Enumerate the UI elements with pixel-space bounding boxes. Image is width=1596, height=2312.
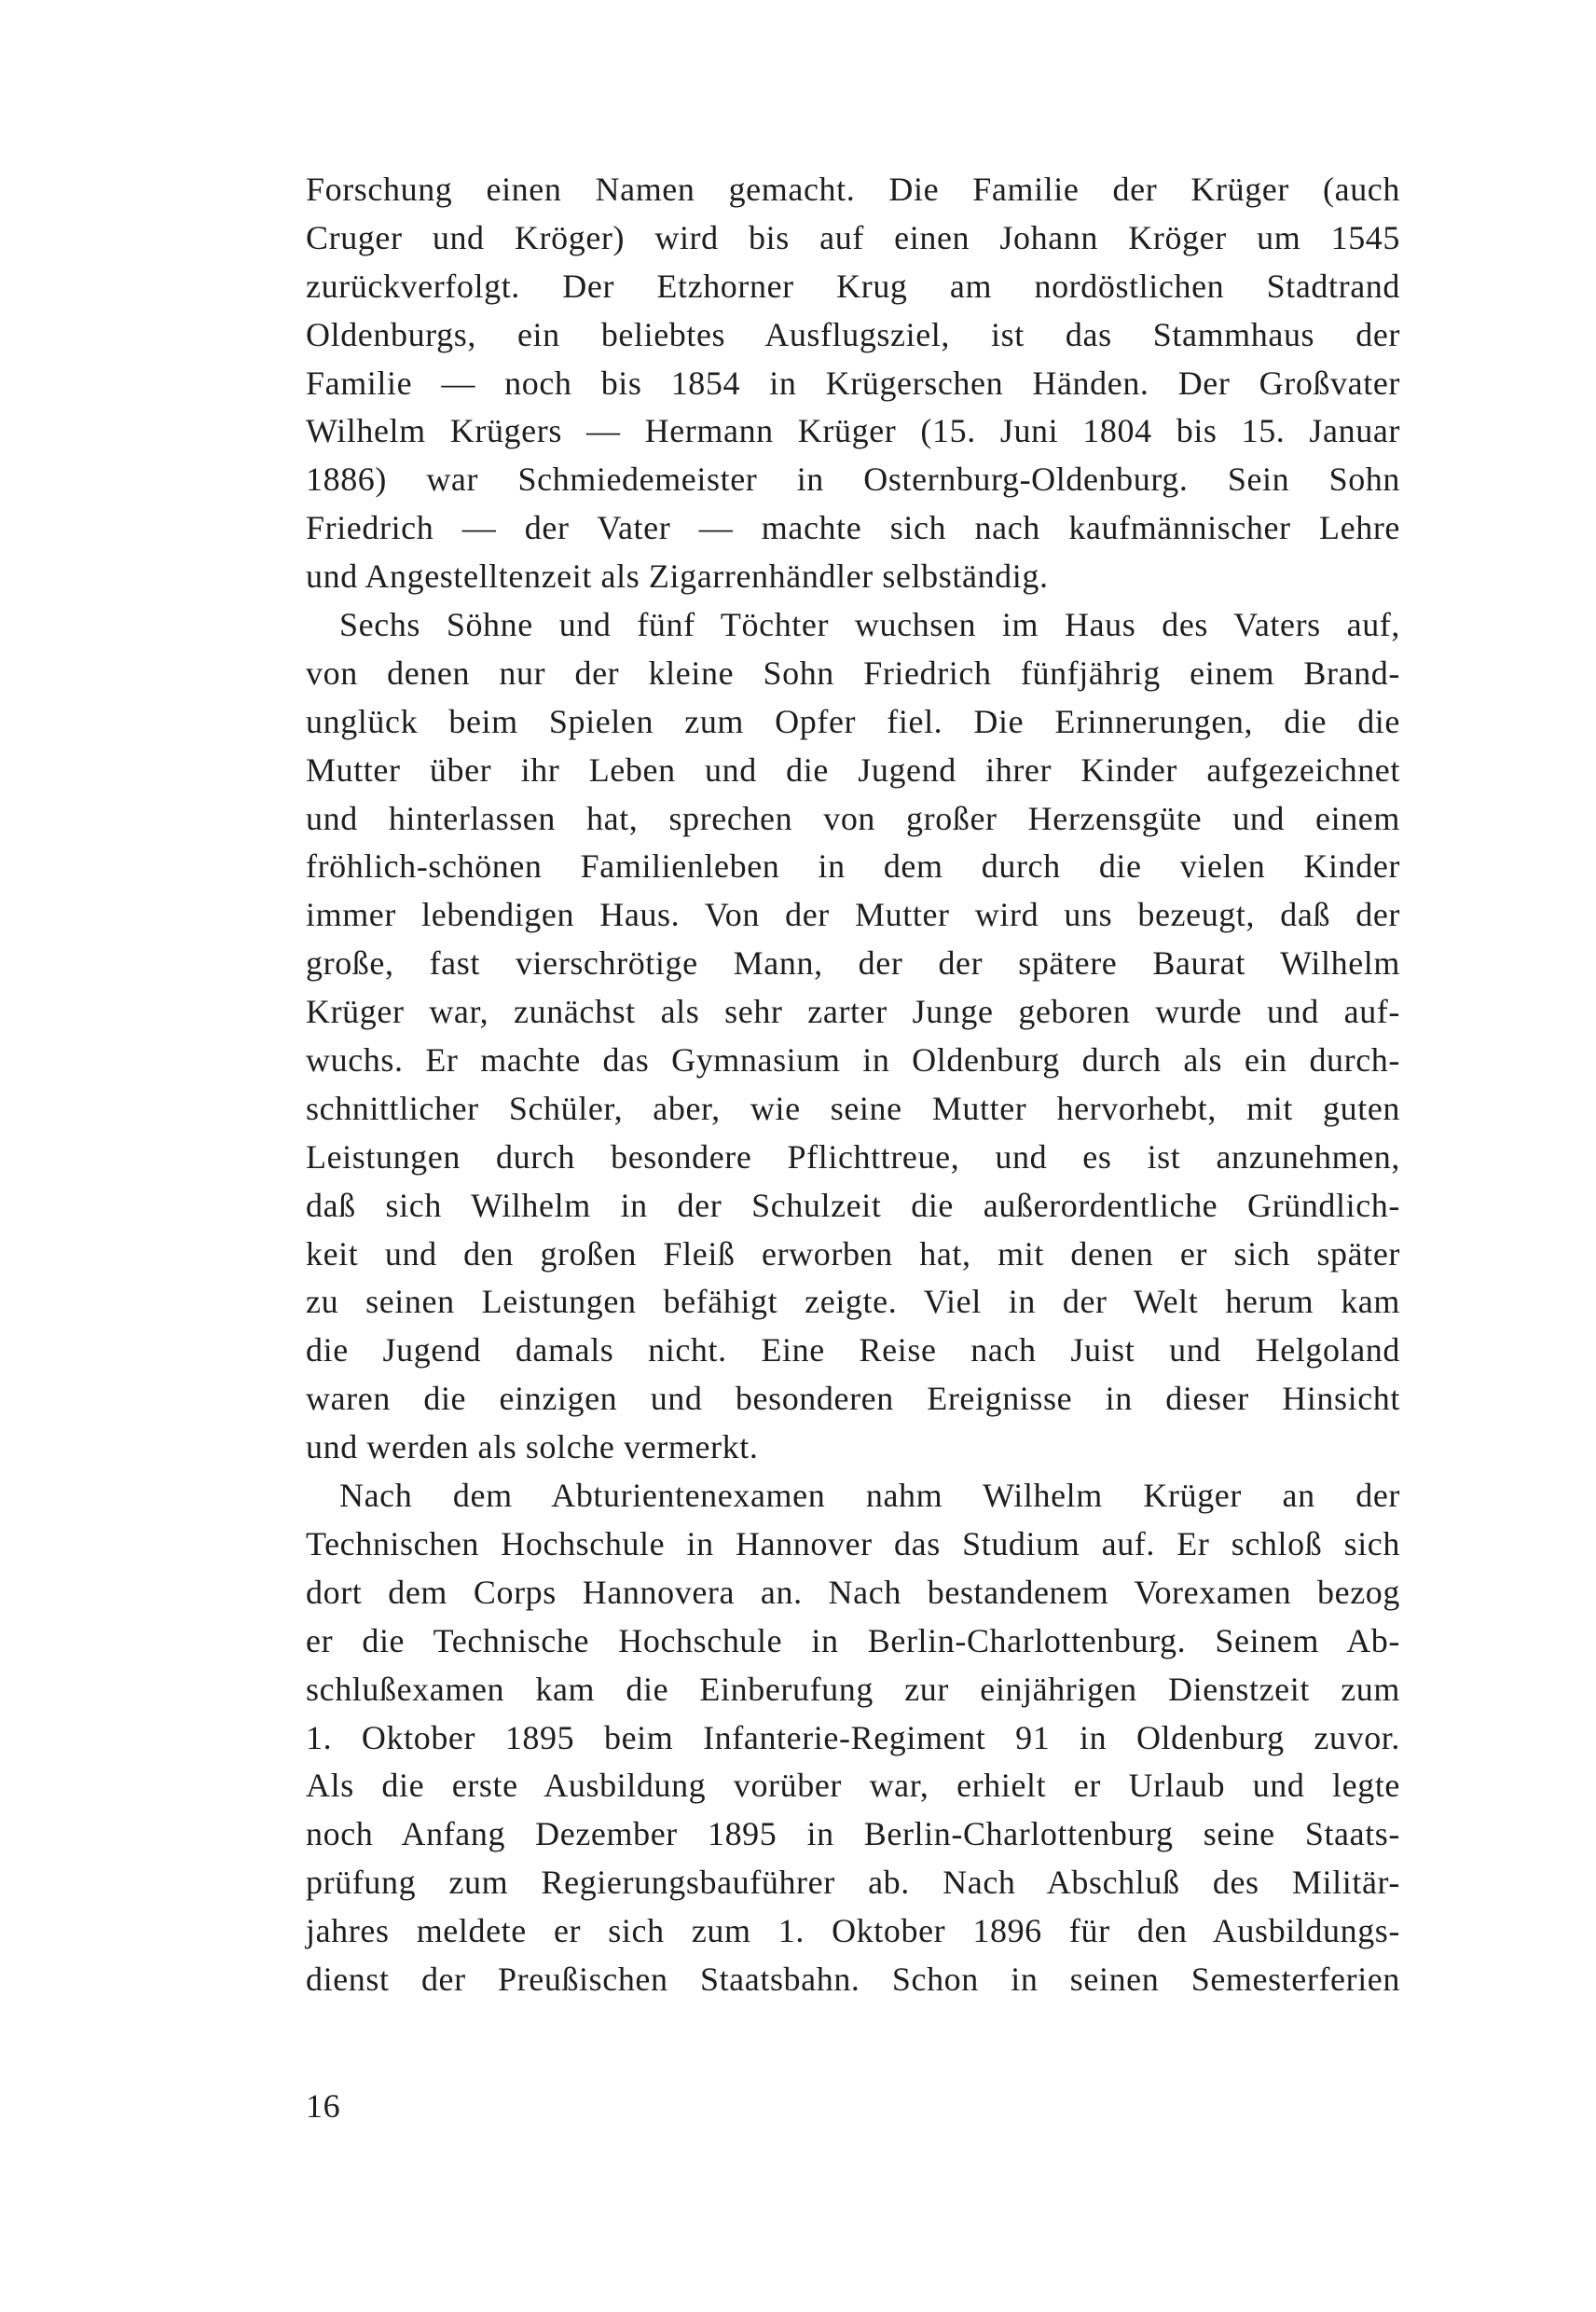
text-line: die Jugend damals nicht. Eine Reise nach Juist und Helgoland: [306, 1331, 1400, 1369]
text-line: unglück beim Spielen zum Opfer fiel. Die Erinnerungen, die die: [306, 702, 1400, 740]
page-number: 16: [306, 2087, 341, 2125]
text-line: waren die einzigen und besonderen Ereignisse in dieser Hinsicht: [306, 1380, 1400, 1418]
text-line: Leistungen durch besondere Pflichttreue, und es ist anzunehmen,: [306, 1137, 1400, 1176]
text-line: schnittlicher Schüler, aber, wie seine Mutter hervorhebt, mit guten: [306, 1089, 1400, 1127]
text-line: noch Anfang Dezember 1895 in Berlin-Charlottenburg seine Staats-: [306, 1815, 1400, 1853]
text-line: Friedrich — der Vater — machte sich nach kaufmännischer Lehre: [306, 509, 1400, 547]
text-line: und werden als solche vermerkt.: [306, 1428, 759, 1466]
text-line: prüfung zum Regierungsbauführer ab. Nach Abschluß des Militär-: [306, 1864, 1400, 1902]
text-line: dort dem Corps Hannovera an. Nach bestandenem Vorexamen bezog: [306, 1573, 1400, 1611]
text-line: zurückverfolgt. Der Etzhorner Krug am nordöstlichen Stadtrand: [306, 267, 1400, 305]
text-line: Krüger war, zunächst als sehr zarter Junge geboren wurde und auf-: [306, 993, 1400, 1031]
text-line: Forschung einen Namen gemacht. Die Familie der Krüger (auch: [306, 171, 1400, 208]
text-line: fröhlich-schönen Familienleben in dem durch die vielen Kinder: [306, 847, 1400, 886]
text-line: immer lebendigen Haus. Von der Mutter wird uns bezeugt, daß der: [306, 896, 1400, 934]
text-line: Oldenburgs, ein beliebtes Ausflugsziel, ist das Stammhaus der: [306, 315, 1400, 353]
text-line: 1. Oktober 1895 beim Infanterie-Regiment 91 in Oldenburg zuvor.: [306, 1718, 1400, 1756]
paragraph-studies: [306, 1472, 1400, 2004]
text-line: Familie — noch bis 1854 in Krügerschen Händen. Der Großvater: [306, 364, 1400, 402]
body-text: [306, 166, 1400, 2004]
text-line: er die Technische Hochschule in Berlin-Charlottenburg. Seinem Ab-: [306, 1621, 1400, 1659]
text-line: wuchs. Er machte das Gymnasium in Oldenburg durch als ein durch-: [306, 1041, 1400, 1080]
text-line: 1886) war Schmiedemeister in Osternburg-Oldenburg. Sein Sohn: [306, 461, 1400, 499]
text-line: jahres meldete er sich zum 1. Oktober 1896 für den Ausbildungs-: [306, 1912, 1400, 1950]
paragraph-family-history: [306, 166, 1400, 601]
text-line: Als die erste Ausbildung vorüber war, erhielt er Urlaub und legte: [306, 1767, 1400, 1805]
text-line: große, fast vierschrötige Mann, der der spätere Baurat Wilhelm: [306, 944, 1400, 983]
text-line: Cruger und Kröger) wird bis auf einen Johann Kröger um 1545: [306, 218, 1400, 256]
text-line: und hinterlassen hat, sprechen von großer Herzensgüte und einem: [306, 799, 1400, 837]
paragraph-childhood: [306, 601, 1400, 1472]
text-line: Sechs Söhne und fünf Töchter wuchsen im Haus des Vaters auf,: [339, 606, 1400, 644]
text-line: daß sich Wilhelm in der Schulzeit die außerordentliche Gründlich-: [306, 1186, 1400, 1224]
text-line: dienst der Preußischen Staatsbahn. Schon in seinen Semesterferien: [306, 1960, 1400, 1998]
text-line: Technischen Hochschule in Hannover das Studium auf. Er schloß sich: [306, 1524, 1400, 1562]
text-line: Mutter über ihr Leben und die Jugend ihrer Kinder aufgezeichnet: [306, 750, 1400, 789]
text-line: keit und den großen Fleiß erworben hat, mit denen er sich später: [306, 1234, 1400, 1273]
text-line: von denen nur der kleine Sohn Friedrich fünfjährig einem Brand-: [306, 654, 1400, 692]
text-line: Nach dem Abturientenexamen nahm Wilhelm Krüger an der: [339, 1477, 1400, 1515]
text-line: und Angestelltenzeit als Zigarrenhändler selbständig.: [306, 557, 1049, 596]
text-line: Wilhelm Krügers — Hermann Krüger (15. Juni 1804 bis 15. Januar: [306, 412, 1400, 450]
text-line: schlußexamen kam die Einberufung zur einjährigen Dienstzeit zum: [306, 1670, 1400, 1708]
text-line: zu seinen Leistungen befähigt zeigte. Viel in der Welt herum kam: [306, 1283, 1400, 1321]
